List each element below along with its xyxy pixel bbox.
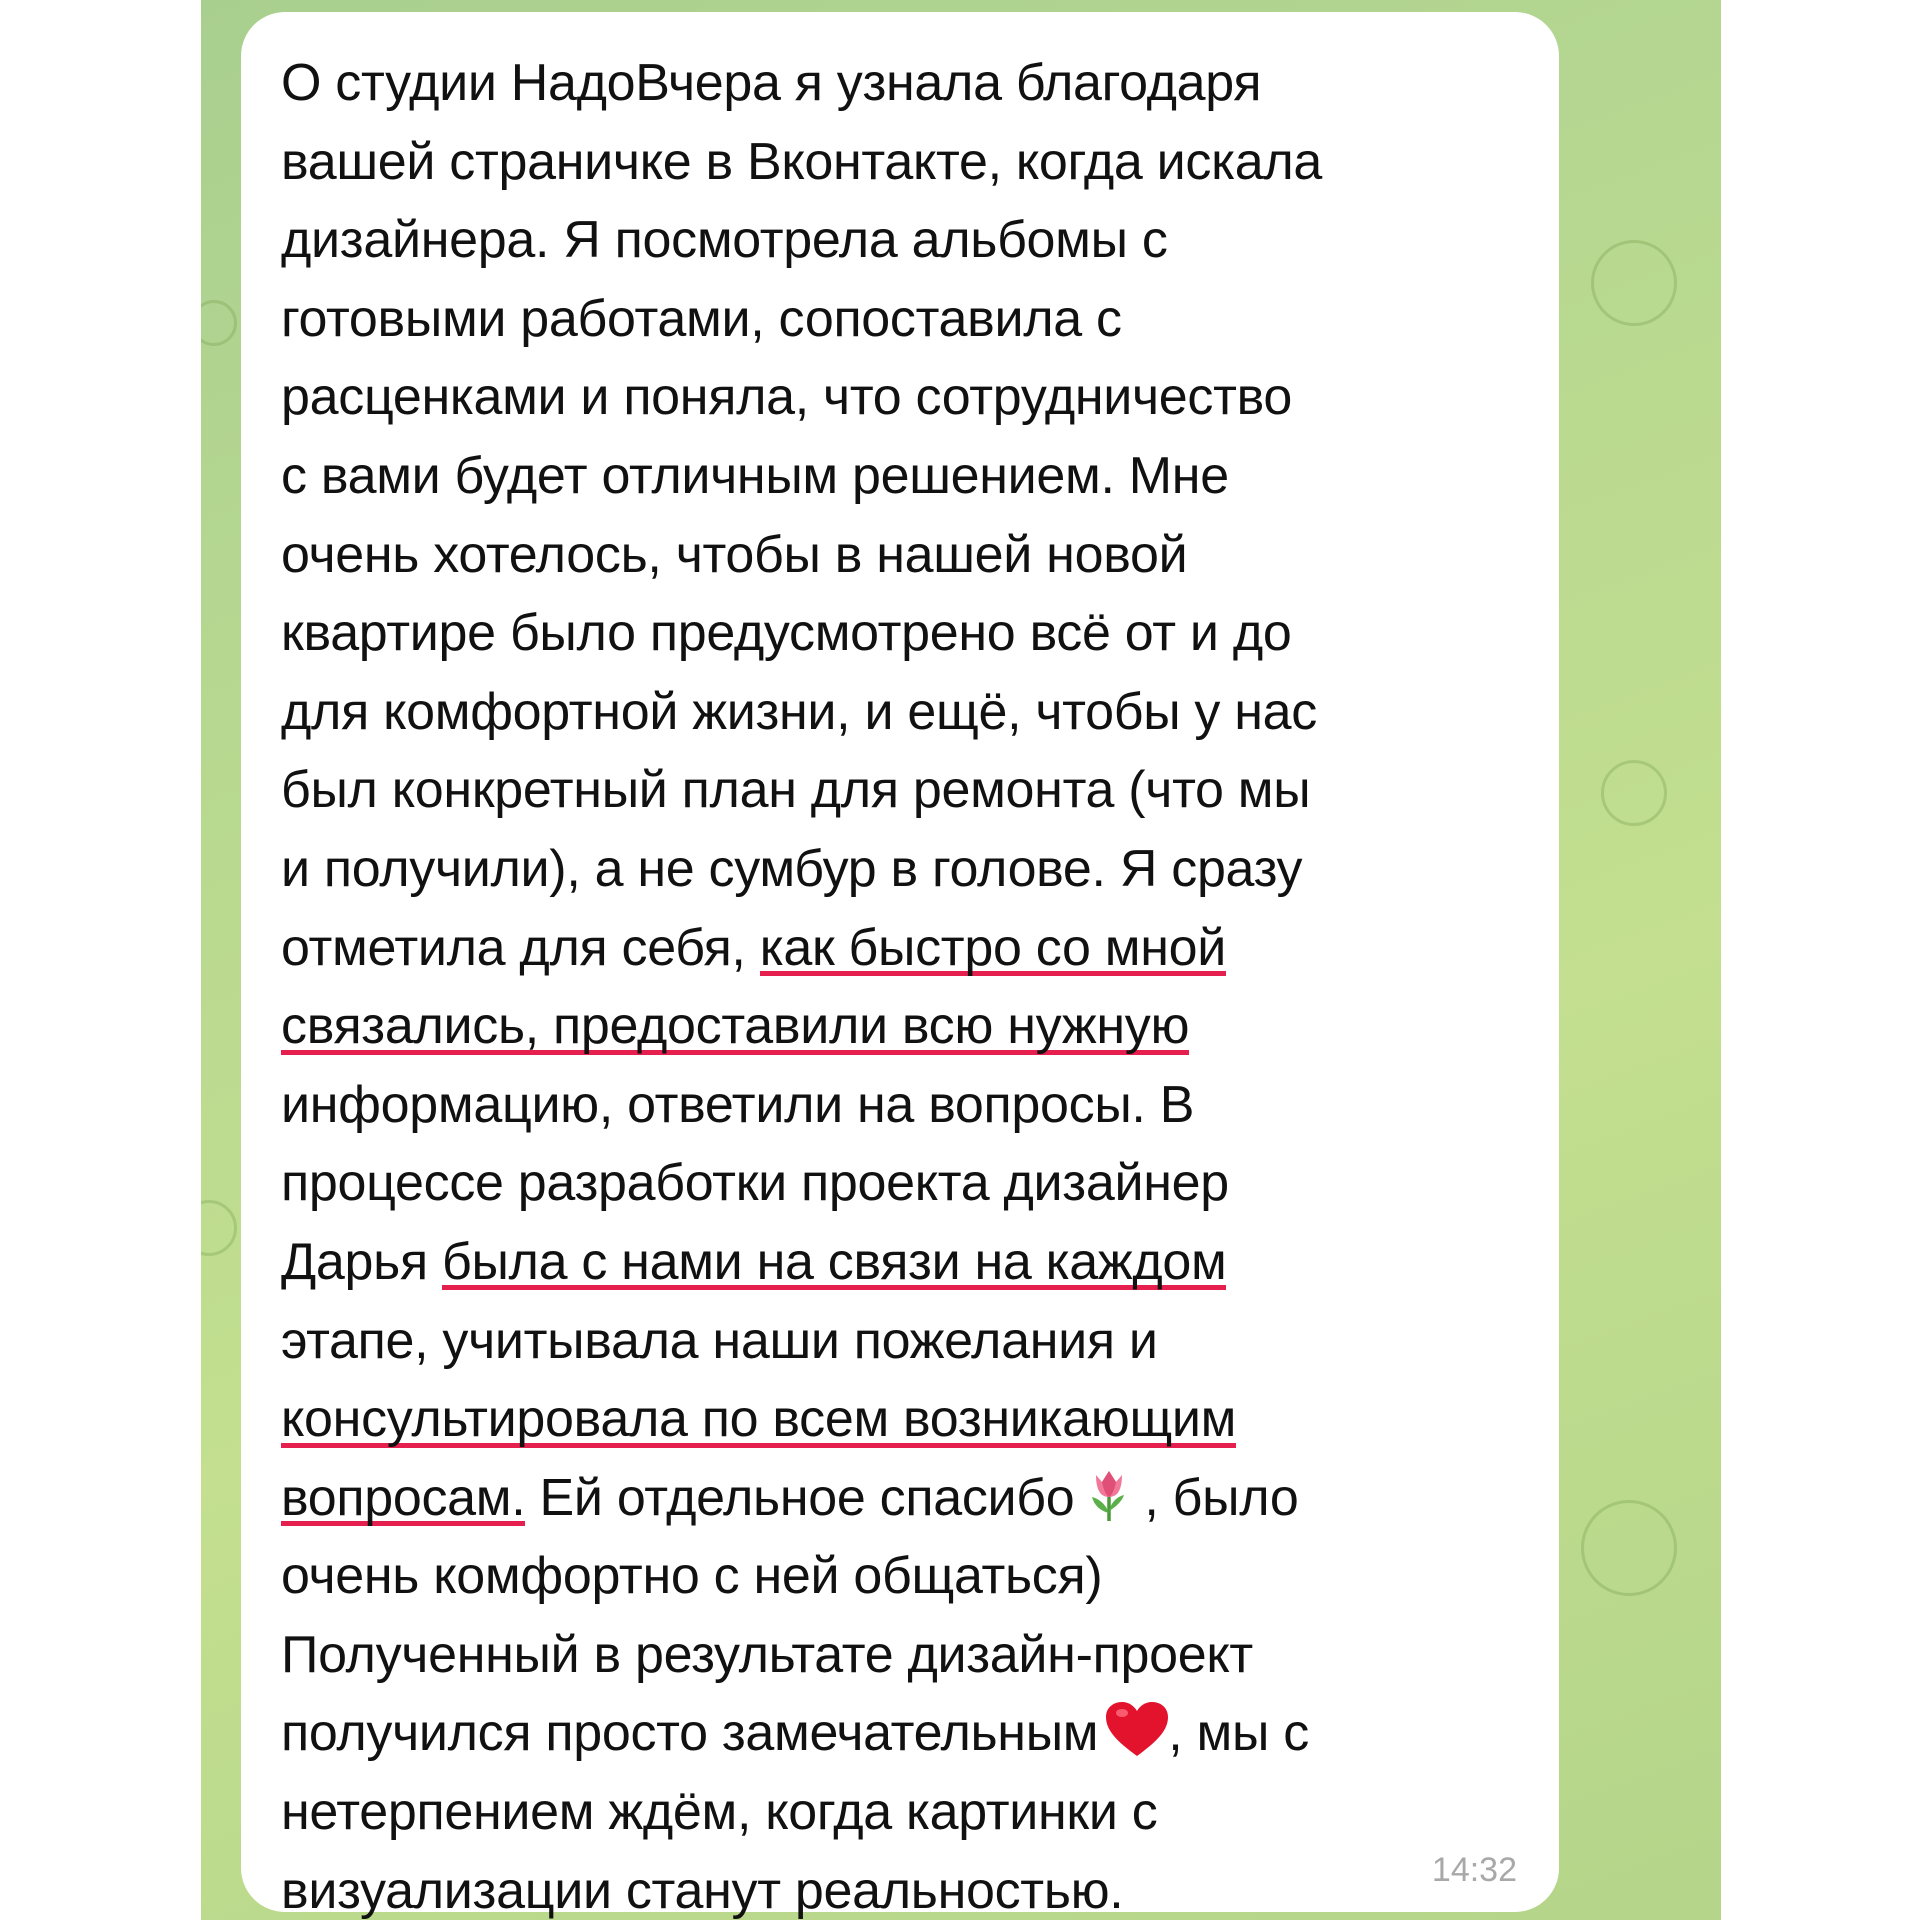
message-line: процессе разработки проекта дизайнер — [281, 1154, 1229, 1213]
underlined-text: связались, предоставили всю нужную — [281, 997, 1189, 1059]
message-line — [281, 1380, 1523, 1459]
background-doodle — [201, 300, 237, 346]
message-line: с вами будет отличным решением. Мне — [281, 446, 1229, 505]
message-line: очень хотелось, чтобы в нашей новой — [281, 525, 1188, 584]
message-line: О студии НадоВчера я узнала благодаря — [281, 54, 1262, 112]
message-line: информацию, ответили на вопросы. В — [281, 1075, 1195, 1134]
message-line — [281, 1694, 1523, 1773]
background-doodle — [1591, 240, 1677, 326]
message-line: был конкретный план для ремонта (что мы — [281, 761, 1311, 820]
message-bubble[interactable] — [241, 12, 1559, 1920]
plain-text: Дарья — [281, 1232, 442, 1291]
heart-icon — [1104, 1700, 1162, 1758]
message-line: и получили), а не сумбур в голове. Я сразу — [281, 839, 1303, 898]
message-timestamp: 14:32 — [1431, 1851, 1517, 1889]
message-line — [281, 1459, 1523, 1538]
plain-text: получился просто замечательным — [281, 1704, 1099, 1763]
message-line: для комфортной жизни, и ещё, чтобы у нас — [281, 682, 1317, 741]
plain-text: Ей отдельное спасибо — [525, 1468, 1075, 1527]
message-line: этапе, учитывала наши пожелания и — [281, 1311, 1158, 1370]
underlined-text: вопросам. — [281, 1469, 525, 1531]
message-line: квартире было предусмотрено всё от и до — [281, 604, 1292, 663]
background-doodle — [201, 1200, 237, 1256]
background-doodle — [1581, 1500, 1677, 1596]
message-line: визуализации станут реальностью. — [281, 1861, 1124, 1920]
message-line — [281, 987, 1523, 1066]
message-line — [281, 1223, 1523, 1302]
underlined-text: была с нами на связи на каждом — [442, 1233, 1227, 1295]
message-line: нетерпением ждём, когда картинки с — [281, 1783, 1158, 1842]
plain-text: , мы с — [1168, 1704, 1309, 1763]
message-line — [281, 909, 1523, 988]
underlined-text: как быстро со мной — [760, 919, 1226, 981]
background-doodle — [1601, 760, 1667, 826]
message-line: расценками и поняла, что сотрудничество — [281, 368, 1293, 427]
plain-text: отметила для себя, — [281, 918, 760, 977]
message-line: дизайнера. Я посмотрела альбомы с — [281, 211, 1168, 270]
message-line: Полученный в результате дизайн-проект — [281, 1625, 1253, 1684]
plain-text: , было — [1144, 1468, 1299, 1527]
message-line: готовыми работами, сопоставила с — [281, 289, 1122, 348]
message-line: очень комфортно с ней общаться) — [281, 1547, 1103, 1606]
underlined-text: консультировала по всем возникающим — [281, 1390, 1236, 1452]
message-line: вашей страничке в Вконтакте, когда искала — [281, 132, 1322, 191]
message-text — [281, 44, 1523, 1920]
tulip-icon — [1080, 1465, 1138, 1523]
